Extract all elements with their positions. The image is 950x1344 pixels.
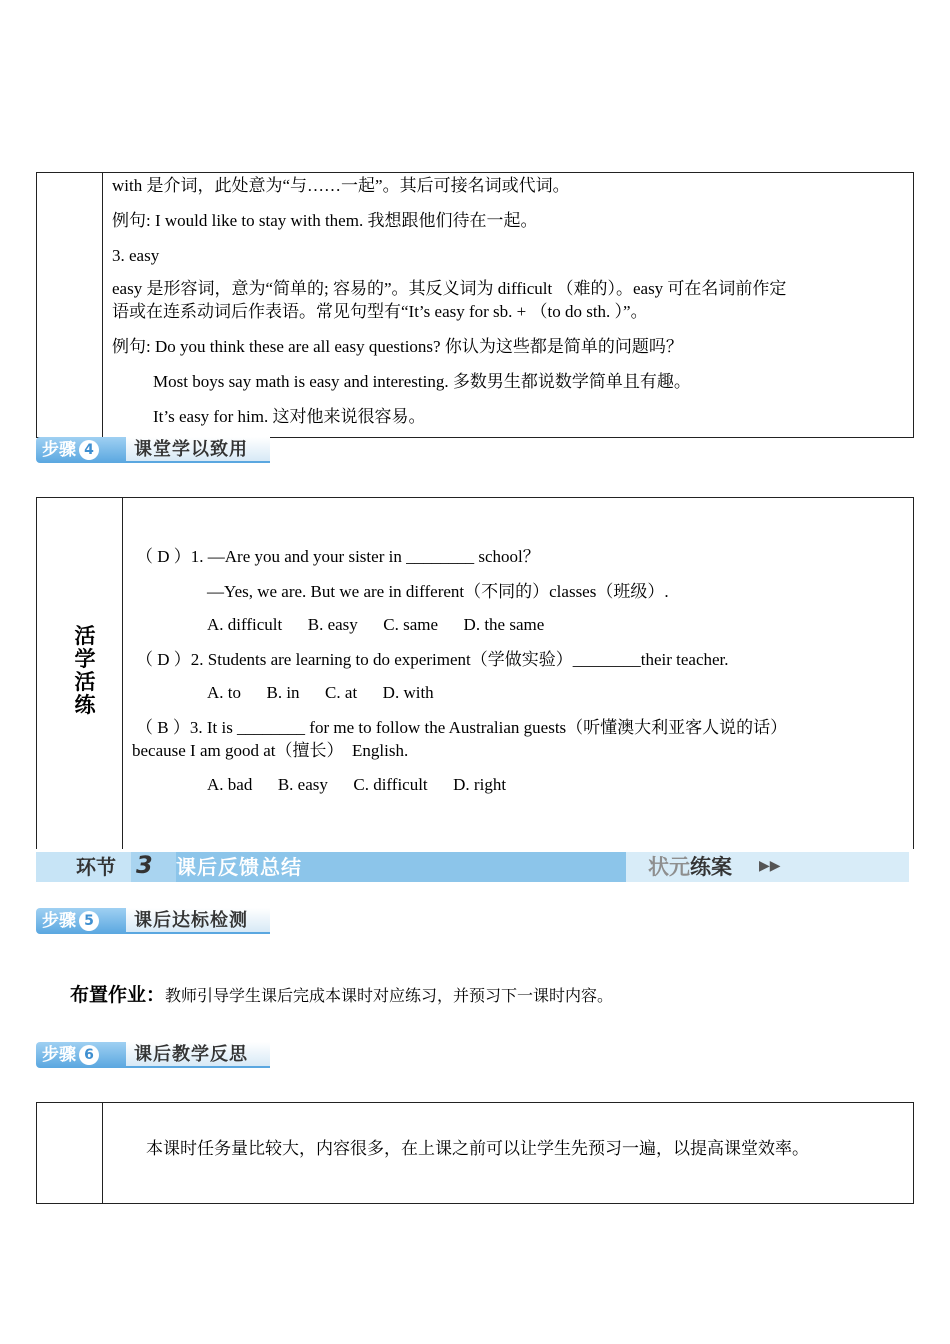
step-label: 步骤 6 bbox=[36, 1042, 126, 1068]
homework-text: 教师引导学生课后完成本课时对应练习，并预习下一课时内容。 bbox=[165, 986, 614, 1005]
homework-label: 布置作业： bbox=[70, 984, 166, 1006]
notes-line: 例句: I would like to stay with them. 我想跟他们待在一起。 bbox=[112, 211, 538, 230]
notes-line: with 是介词，此处意为“与……一起”。其后可接名词或代词。 bbox=[112, 176, 570, 195]
step-title: 课堂学以致用 bbox=[126, 437, 270, 463]
step-number-badge: 4 bbox=[79, 440, 99, 460]
question-1-reply: —Yes, we are. But we are in different（不同的）classes（班级）. bbox=[207, 582, 669, 601]
notes-line: 例句: Do you think these are all easy questions? 你认为这些都是简单的问题吗？ bbox=[112, 337, 683, 356]
homework-line bbox=[70, 983, 613, 1009]
practice-table-divider bbox=[122, 497, 123, 849]
section-number: 3 bbox=[136, 851, 153, 879]
step-number-badge: 5 bbox=[79, 911, 99, 931]
reflection-table-divider bbox=[102, 1102, 103, 1204]
question-2-options: A. to B. in C. at D. with bbox=[207, 683, 434, 702]
reflection-text: 本课时任务量比较大，内容很多，在上课之前可以让学生先预习一遍，以提高课堂效率。 bbox=[146, 1139, 809, 1159]
practice-side-label: 活 学 活 练 bbox=[74, 624, 96, 717]
double-arrow-icon: ▶▶ bbox=[759, 859, 781, 874]
notes-line: It’s easy for him. 这对他来说很容易。 bbox=[153, 407, 426, 426]
question-1: （ D ）1. —Are you and your sister in ________ school？ bbox=[136, 547, 540, 566]
section-title: 课后反馈总结 bbox=[176, 855, 302, 879]
notes-line: easy 是形容词，意为“简单的; 容易的”。其反义词为 difficult （难的）。easy 可在名词前作定 bbox=[112, 279, 787, 298]
notes-line: Most boys say math is easy and interesting. 多数男生都说数学简单且有趣。 bbox=[153, 372, 691, 391]
question-2: （ D ）2. Students are learning to do experiment（学做实验）________their teacher. bbox=[136, 650, 729, 669]
section-label: 环节 bbox=[76, 855, 116, 879]
notes-line: 3. easy bbox=[112, 246, 160, 265]
step-title: 课后教学反思 bbox=[126, 1042, 270, 1068]
step-title: 课后达标检测 bbox=[126, 908, 270, 934]
step-label: 步骤 4 bbox=[36, 437, 126, 463]
question-3-cont: because I am good at（擅长） English. bbox=[132, 741, 409, 760]
question-3-options: A. bad B. easy C. difficult D. right bbox=[207, 775, 507, 794]
question-3: （ B ）3. It is ________ for me to follow the Australian guests（听懂澳大利亚客人说的话） bbox=[136, 718, 788, 737]
step-number-badge: 6 bbox=[79, 1045, 99, 1065]
section3-banner bbox=[36, 852, 909, 882]
question-1-options: A. difficult B. easy C. same D. the same bbox=[207, 615, 545, 634]
step-label: 步骤 5 bbox=[36, 908, 126, 934]
notes-line: 语或在连系动词后作表语。常见句型有“It’s easy for sb. + （to do sth. ）”。 bbox=[112, 302, 648, 321]
brand-logo: 状元练案 bbox=[648, 855, 732, 879]
notes-table-divider bbox=[102, 172, 103, 438]
